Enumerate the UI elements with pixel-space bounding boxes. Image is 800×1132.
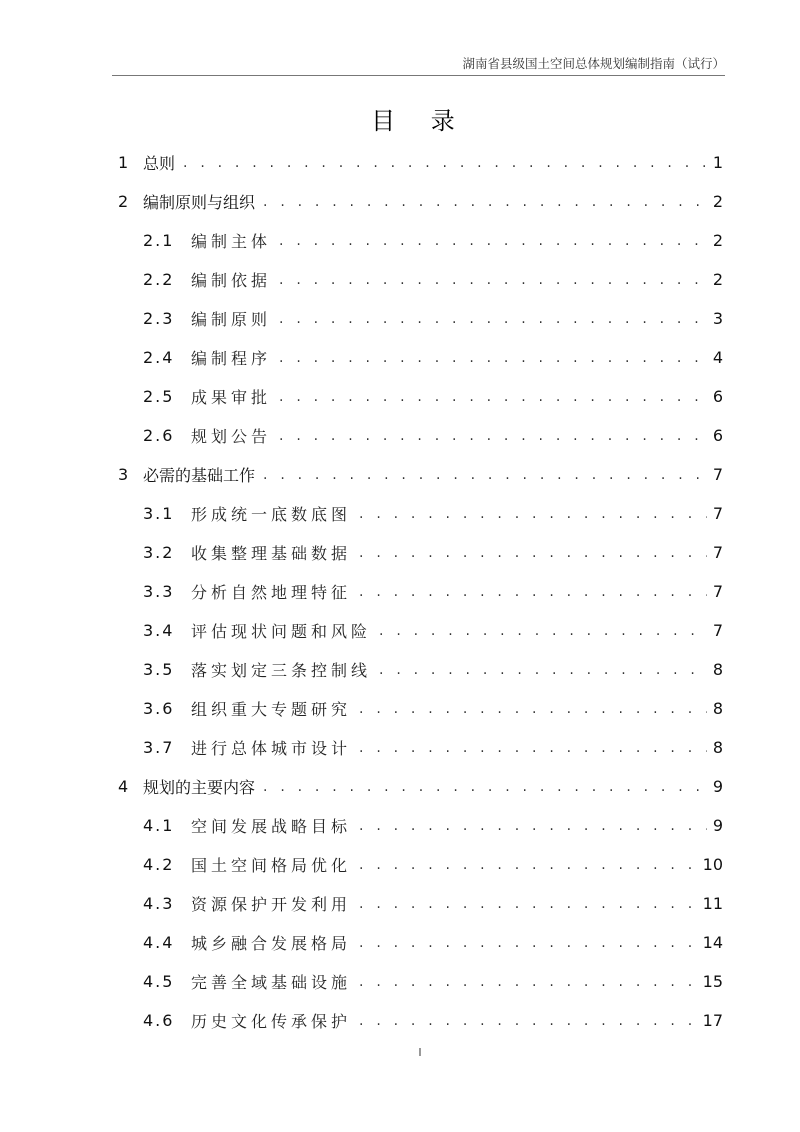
toc-entry-section[interactable]: [118, 260, 723, 299]
dot-leader: [359, 935, 697, 951]
toc-entry-section[interactable]: [118, 572, 723, 611]
toc-entry-number: 1: [118, 153, 129, 172]
toc-entry-number: 2.5: [143, 387, 175, 406]
toc-entry-title: 编制原则与组织: [143, 193, 256, 212]
toc-entry-section[interactable]: [118, 884, 723, 923]
toc-entry-number: 2.6: [143, 426, 175, 445]
toc-entry-number: 3.3: [143, 582, 175, 601]
toc-entry-page: 7: [712, 582, 723, 601]
toc-entry-number: 4.4: [143, 933, 175, 952]
toc-entry-page: 15: [702, 972, 723, 991]
toc-entry-section[interactable]: [118, 533, 723, 572]
dot-leader: [263, 467, 707, 483]
toc-entry-title: 分析自然地理特征: [191, 583, 352, 602]
toc-entry-section[interactable]: [118, 1001, 723, 1040]
toc-entry-number: 4.1: [143, 816, 175, 835]
toc-entry-title: 进行总体城市设计: [191, 739, 352, 758]
toc-entry-title: 落实划定三条控制线: [191, 661, 372, 680]
toc-entry-section[interactable]: [118, 728, 723, 767]
toc-entry-title: 完善全域基础设施: [191, 973, 352, 992]
toc-entry-section[interactable]: [118, 494, 723, 533]
toc-entry-title: 编制原则: [191, 310, 272, 329]
toc-entry-section[interactable]: [118, 338, 723, 377]
toc-entry-title: 历史文化传承保护: [191, 1012, 352, 1031]
toc-entry-page: 17: [702, 1011, 723, 1030]
toc-entry-number: 3.1: [143, 504, 175, 523]
toc-entry-chapter[interactable]: [118, 455, 723, 494]
toc-entry-number: 3: [118, 465, 129, 484]
toc-entry-page: 11: [702, 894, 723, 913]
toc-entry-section[interactable]: [118, 416, 723, 455]
dot-leader: [263, 194, 707, 210]
dot-leader: [359, 545, 707, 561]
toc-entry-number: 2.3: [143, 309, 175, 328]
toc-entry-section[interactable]: [118, 845, 723, 884]
toc-entry-number: 4.5: [143, 972, 175, 991]
dot-leader: [359, 506, 707, 522]
toc-entry-title: 必需的基础工作: [143, 466, 256, 485]
dot-leader: [359, 857, 697, 873]
toc-entry-number: 2.2: [143, 270, 175, 289]
toc-entry-number: 4.3: [143, 894, 175, 913]
toc-entry-number: 3.2: [143, 543, 175, 562]
dot-leader: [359, 584, 707, 600]
toc-entry-title: 规划公告: [191, 427, 272, 446]
dot-leader: [359, 1013, 697, 1029]
dot-leader: [379, 623, 707, 639]
toc-entry-title: 收集整理基础数据: [191, 544, 352, 563]
toc-entry-page: 2: [712, 231, 723, 250]
toc-entry-number: 4: [118, 777, 129, 796]
toc-entry-number: 2.4: [143, 348, 175, 367]
dot-leader: [359, 974, 697, 990]
toc-entry-number: 2: [118, 192, 129, 211]
toc-entry-section[interactable]: [118, 806, 723, 845]
page-number: I: [418, 1046, 422, 1059]
toc-entry-section[interactable]: [118, 650, 723, 689]
toc-entry-page: 7: [712, 465, 723, 484]
toc-entry-page: 6: [712, 387, 723, 406]
toc-entry-title: 评估现状问题和风险: [191, 622, 372, 641]
toc-entry-page: 7: [712, 504, 723, 523]
toc-entry-number: 4.2: [143, 855, 175, 874]
toc-entry-section[interactable]: [118, 377, 723, 416]
toc-entry-title: 空间发展战略目标: [191, 817, 352, 836]
toc-entry-title: 成果审批: [191, 388, 272, 407]
dot-leader: [279, 428, 707, 444]
toc-entry-title: 编制主体: [191, 232, 272, 251]
toc-entry-number: 3.4: [143, 621, 175, 640]
toc-entry-page: 7: [712, 621, 723, 640]
toc-entry-page: 9: [712, 816, 723, 835]
dot-leader: [279, 272, 707, 288]
toc-entry-number: 3.5: [143, 660, 175, 679]
toc-entry-title: 规划的主要内容: [143, 778, 256, 797]
page-title: 目 录: [371, 107, 469, 135]
toc-entry-title: 组织重大专题研究: [191, 700, 352, 719]
toc-entry-section[interactable]: [118, 221, 723, 260]
toc-entry-page: 7: [712, 543, 723, 562]
toc-entry-title: 资源保护开发利用: [191, 895, 352, 914]
toc-entry-page: 1: [712, 153, 723, 172]
dot-leader: [359, 701, 707, 717]
toc-entry-title: 总则: [143, 154, 176, 173]
dot-leader: [263, 779, 707, 795]
dot-leader: [359, 896, 697, 912]
toc-entry-title: 编制依据: [191, 271, 272, 290]
toc-entry-section[interactable]: [118, 923, 723, 962]
toc-entry-page: 8: [712, 660, 723, 679]
toc-entry-page: 4: [712, 348, 723, 367]
toc-entry-section[interactable]: [118, 611, 723, 650]
dot-leader: [359, 818, 707, 834]
toc-entry-page: 8: [712, 699, 723, 718]
dot-leader: [279, 233, 707, 249]
toc-entry-section[interactable]: [118, 962, 723, 1001]
toc-entry-number: 2.1: [143, 231, 175, 250]
dot-leader: [183, 155, 707, 171]
toc-entry-page: 2: [712, 192, 723, 211]
dot-leader: [279, 389, 707, 405]
toc-entry-page: 3: [712, 309, 723, 328]
toc-entry-number: 3.7: [143, 738, 175, 757]
dot-leader: [359, 740, 707, 756]
dot-leader: [279, 311, 707, 327]
toc-entry-page: 14: [702, 933, 723, 952]
toc-entry-page: 8: [712, 738, 723, 757]
table-of-contents: [118, 143, 723, 1040]
header-rule: [112, 75, 725, 76]
toc-entry-chapter[interactable]: [118, 143, 723, 182]
toc-entry-title: 城乡融合发展格局: [191, 934, 352, 953]
running-header: 湖南省县级国土空间总体规划编制指南（试行）: [462, 56, 725, 71]
toc-entry-section[interactable]: [118, 299, 723, 338]
toc-entry-chapter[interactable]: [118, 182, 723, 221]
toc-entry-number: 4.6: [143, 1011, 175, 1030]
toc-entry-page: 10: [702, 855, 723, 874]
toc-entry-page: 6: [712, 426, 723, 445]
toc-entry-number: 3.6: [143, 699, 175, 718]
toc-entry-section[interactable]: [118, 689, 723, 728]
toc-entry-chapter[interactable]: [118, 767, 723, 806]
toc-entry-title: 国土空间格局优化: [191, 856, 352, 875]
toc-entry-title: 编制程序: [191, 349, 272, 368]
toc-entry-page: 9: [712, 777, 723, 796]
toc-entry-page: 2: [712, 270, 723, 289]
dot-leader: [379, 662, 707, 678]
dot-leader: [279, 350, 707, 366]
toc-entry-title: 形成统一底数底图: [191, 505, 352, 524]
